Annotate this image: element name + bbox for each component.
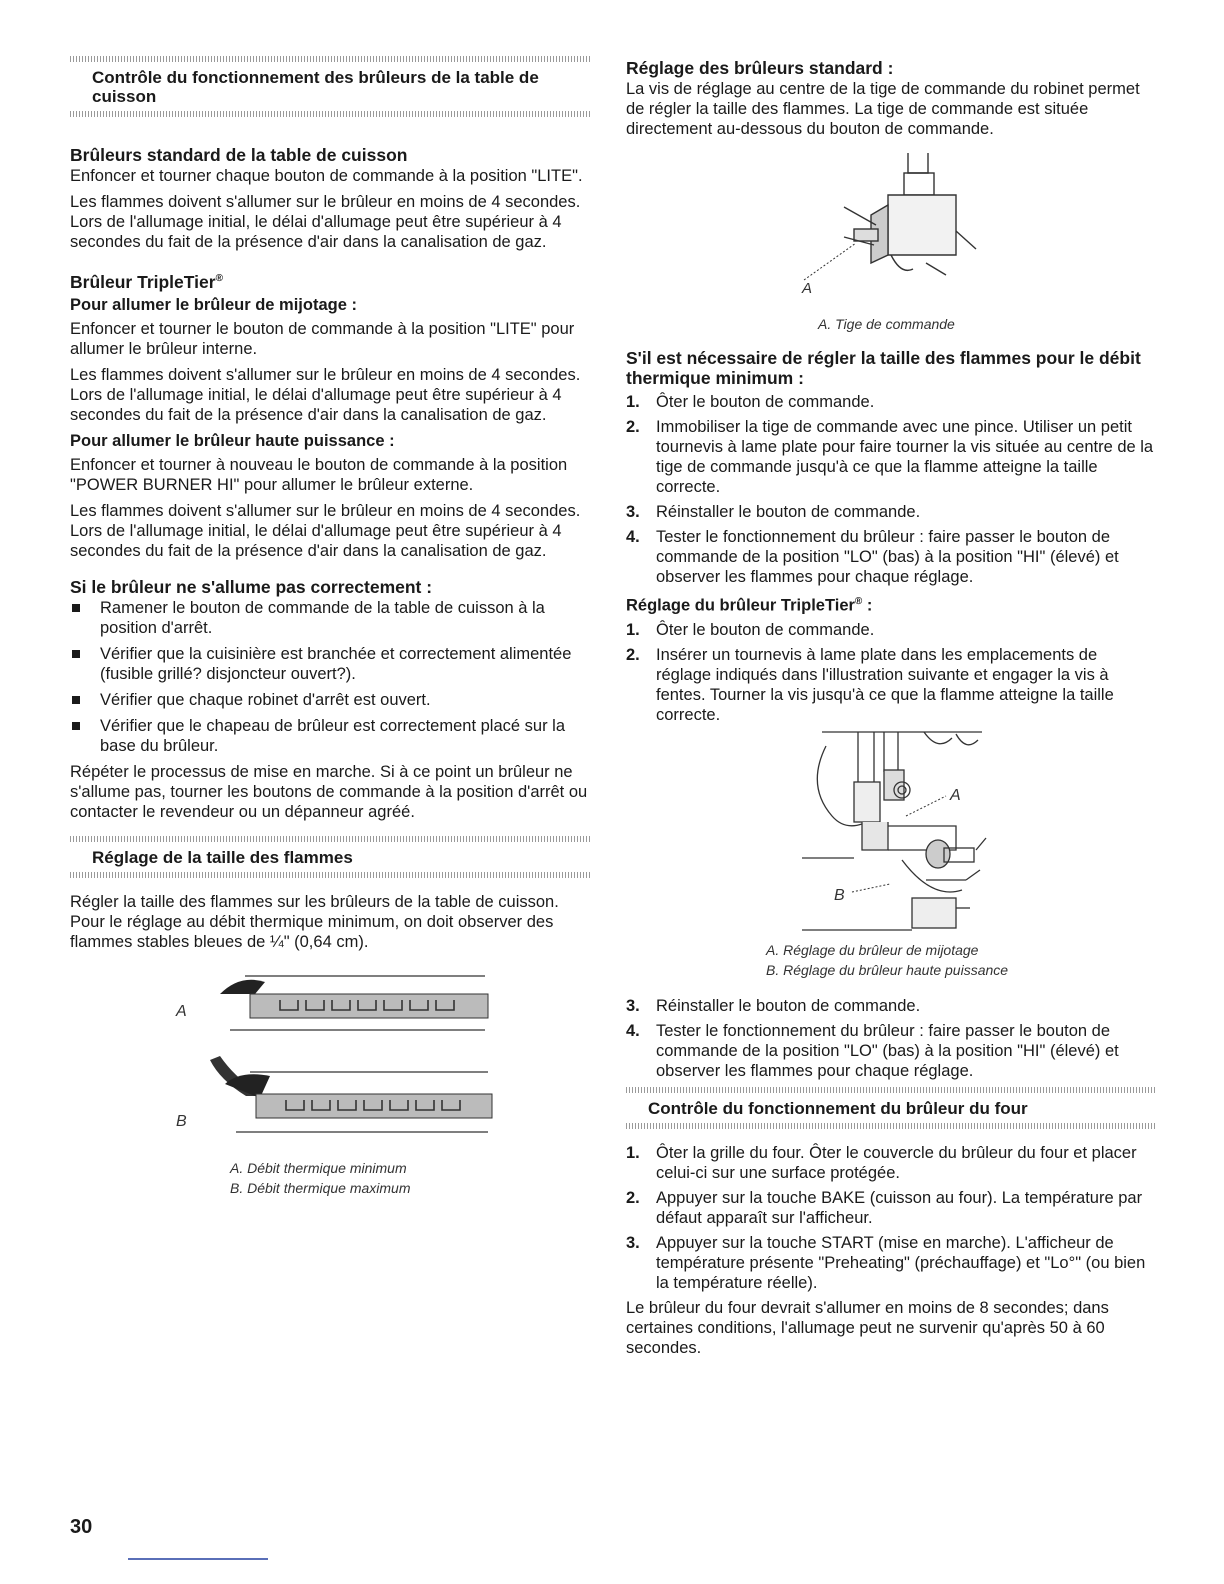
step-number: 1. — [626, 620, 640, 639]
heading-text: Brûleur TripleTier — [70, 271, 216, 292]
registered-mark: ® — [215, 273, 223, 284]
heading-standard-adjust: Réglage des brûleurs standard : — [626, 58, 894, 78]
figure-caption-b: B. Débit thermique maximum — [230, 1179, 411, 1196]
page-number: 30 — [70, 1516, 93, 1538]
heading-min-heat: S'il est nécessaire de régler la taille des flammes pour le débit thermique minimum : — [626, 348, 1141, 388]
left-column — [70, 56, 590, 1198]
tripletier-steps-continued — [626, 996, 1156, 1081]
paragraph: Le brûleur du four devrait s'allumer en moins de 8 secondes; dans certaines conditions, l'allumage peut ne survenir qu'après 50 à 60 secondes. — [626, 1298, 1109, 1357]
section-rule-bottom — [70, 872, 590, 878]
step-number: 1. — [626, 393, 640, 411]
heading-colon: : — [862, 596, 873, 615]
flame-size-figure — [70, 960, 590, 1160]
step-item — [626, 1233, 1156, 1293]
valve-drawing — [844, 153, 976, 275]
heading-text: Réglage du brûleur TripleTier — [626, 596, 855, 615]
step-item — [626, 620, 1156, 640]
step-text: Appuyer sur la touche START (mise en marche). L'afficheur de température présente "Preheating" (préchauffage) et "Lo°" (ou bien la température réelle). — [656, 1233, 1146, 1292]
step-number: 2. — [626, 645, 640, 664]
min-heat-steps — [626, 392, 1156, 587]
paragraph: La vis de réglage au centre de la tige de commande du robinet permet de régler la taille des flammes. La tige de commande est située directement au-dessous du bouton de commande. — [626, 80, 1140, 138]
paragraph: Les flammes doivent s'allumer sur le brûleur en moins de 4 secondes. Lors de l'allumage initial, le délai d'allumage peut être supérieur à 4 secondes du fait de la présence d'air dans la canalisation de gaz. — [70, 365, 581, 424]
step-number: 4. — [626, 528, 640, 546]
step-text: Ôter le bouton de commande. — [656, 393, 875, 411]
step-item — [626, 527, 1156, 587]
step-text: Réinstaller le bouton de commande. — [656, 503, 921, 521]
footer-rule — [128, 1558, 268, 1560]
leader-line-b — [852, 884, 890, 892]
step-number: 3. — [626, 503, 640, 521]
paragraph: Enfoncer et tourner le bouton de commande à la position "LITE" pour allumer le brûleur interne. — [70, 319, 575, 358]
step-text: Ôter le bouton de commande. — [656, 620, 875, 639]
section-rule-bottom — [70, 111, 590, 117]
list-item: Vérifier que le chapeau de brûleur est correctement placé sur la base du brûleur. — [70, 716, 590, 756]
figure-label-a: A — [950, 786, 961, 804]
step-item — [626, 392, 1156, 412]
step-item — [626, 1143, 1156, 1183]
figure-label-b: B — [176, 1112, 187, 1130]
tripletier-valve-figure — [626, 730, 1156, 938]
oven-steps — [626, 1143, 1156, 1293]
burner-max-drawing — [210, 1056, 492, 1132]
heading-standard-burners: Brûleurs standard de la table de cuisson — [70, 145, 408, 165]
right-column — [626, 56, 1156, 1364]
paragraph: Enfoncer et tourner chaque bouton de commande à la position "LITE". — [70, 167, 583, 185]
section-rule-top — [70, 56, 590, 62]
step-text: Réinstaller le bouton de commande. — [656, 996, 921, 1015]
figure-label-a: A — [802, 280, 813, 297]
paragraph: Les flammes doivent s'allumer sur le brûleur en moins de 4 secondes. Lors de l'allumage initial, le délai d'allumage peut être supérieur à 4 secondes du fait de la présence d'air dans la canalisation de gaz. — [70, 501, 581, 560]
paragraph: Régler la taille des flammes sur les brûleurs de la table de cuisson. Pour le réglage au débit thermique minimum, on doit observer des flammes stables bleues de ¼" (0,64 cm). — [70, 892, 559, 951]
figure-caption-b: B. Réglage du brûleur haute puissance — [766, 961, 1009, 978]
section-rule-top — [70, 836, 590, 842]
valve-stem-figure — [626, 145, 1156, 320]
section-title-cooktop: Contrôle du fonctionnement des brûleurs de la table de cuisson — [92, 68, 539, 106]
section-title-flame-size: Réglage de la taille des flammes — [92, 847, 353, 867]
step-item — [626, 502, 1156, 522]
step-number: 2. — [626, 1188, 640, 1207]
leader-line — [804, 243, 856, 280]
step-text: Insérer un tournevis à lame plate dans les emplacements de réglage indiqués dans l'illustration suivante et engager la vis à fentes. Tourner la vis jusqu'à ce que la flamme atteigne la taille correcte. — [656, 645, 1114, 724]
section-rule-top — [626, 1087, 1156, 1093]
step-text: Immobiliser la tige de commande avec une pince. Utiliser un petit tournevis à lame plate pour faire tourner la vis située au centre de la tige de commande jusqu'à ce que la flamme atteigne la taille correcte. — [656, 418, 1154, 496]
step-text: Tester le fonctionnement du brûleur : faire passer le bouton de commande de la position "LO" (bas) à la position "HI" (élevé) et observer les flammes pour chaque réglage. — [656, 528, 1119, 586]
paragraph: Répéter le processus de mise en marche. Si à ce point un brûleur ne s'allume pas, tourner les boutons de commande à la position d'arrêt ou contacter le revendeur ou un dépanneur agréé. — [70, 762, 588, 821]
step-number: 2. — [626, 418, 640, 436]
leader-line-a — [906, 796, 946, 816]
step-number: 4. — [626, 1021, 640, 1040]
step-number: 3. — [626, 996, 640, 1015]
paragraph: Les flammes doivent s'allumer sur le brûleur en moins de 4 secondes. Lors de l'allumage initial, le délai d'allumage peut être supérieur à 4 secondes du fait de la présence d'air dans la canalisation de gaz. — [70, 193, 581, 251]
step-number: 3. — [626, 1233, 640, 1252]
step-text: Appuyer sur la touche BAKE (cuisson au four). La température par défaut apparaît sur l'afficheur. — [656, 1188, 1143, 1227]
list-item: Vérifier que la cuisinière est branchée et correctement alimentée (fusible grillé? disjoncteur ouvert?). — [70, 644, 590, 684]
subheading-simmer: Pour allumer le brûleur de mijotage : — [70, 295, 357, 314]
list-item: Vérifier que chaque robinet d'arrêt est ouvert. — [70, 690, 590, 710]
section-title-oven: Contrôle du fonctionnement du brûleur du four — [648, 1098, 1028, 1118]
registered-mark: ® — [854, 596, 863, 607]
figure-caption-a: A. Réglage du brûleur de mijotage — [766, 941, 979, 958]
step-text: Ôter la grille du four. Ôter le couvercle du brûleur du four et placer celui-ci sur une surface protégée. — [656, 1143, 1137, 1182]
step-item — [626, 1021, 1156, 1081]
subheading-power: Pour allumer le brûleur haute puissance : — [70, 431, 395, 450]
tripletier-valve-drawing — [802, 732, 986, 930]
heading-troubleshoot: Si le brûleur ne s'allume pas correctement : — [70, 576, 433, 597]
figure-label-a: A — [176, 1002, 187, 1020]
step-item — [626, 1188, 1156, 1228]
step-text: Tester le fonctionnement du brûleur : faire passer le bouton de commande de la position "LO" (bas) à la position "HI" (élevé) et observer les flammes pour chaque réglage. — [656, 1021, 1119, 1080]
heading-tripletier — [70, 268, 590, 293]
figure-caption: A. Tige de commande — [818, 316, 955, 332]
heading-tripletier-adjust — [626, 592, 1156, 616]
troubleshoot-list — [70, 598, 590, 756]
step-item — [626, 996, 1156, 1016]
step-item — [626, 417, 1156, 497]
step-number: 1. — [626, 1143, 640, 1162]
tripletier-steps — [626, 620, 1156, 725]
figure-label-b: B — [834, 886, 845, 904]
figure-caption-a: A. Débit thermique minimum — [230, 1159, 407, 1176]
burner-min-drawing — [220, 976, 488, 1030]
list-item: Ramener le bouton de commande de la table de cuisson à la position d'arrêt. — [70, 598, 590, 638]
step-item — [626, 645, 1156, 725]
section-rule-bottom — [626, 1123, 1156, 1129]
paragraph: Enfoncer et tourner à nouveau le bouton de commande à la position "POWER BURNER HI" pour allumer le brûleur externe. — [70, 455, 568, 494]
